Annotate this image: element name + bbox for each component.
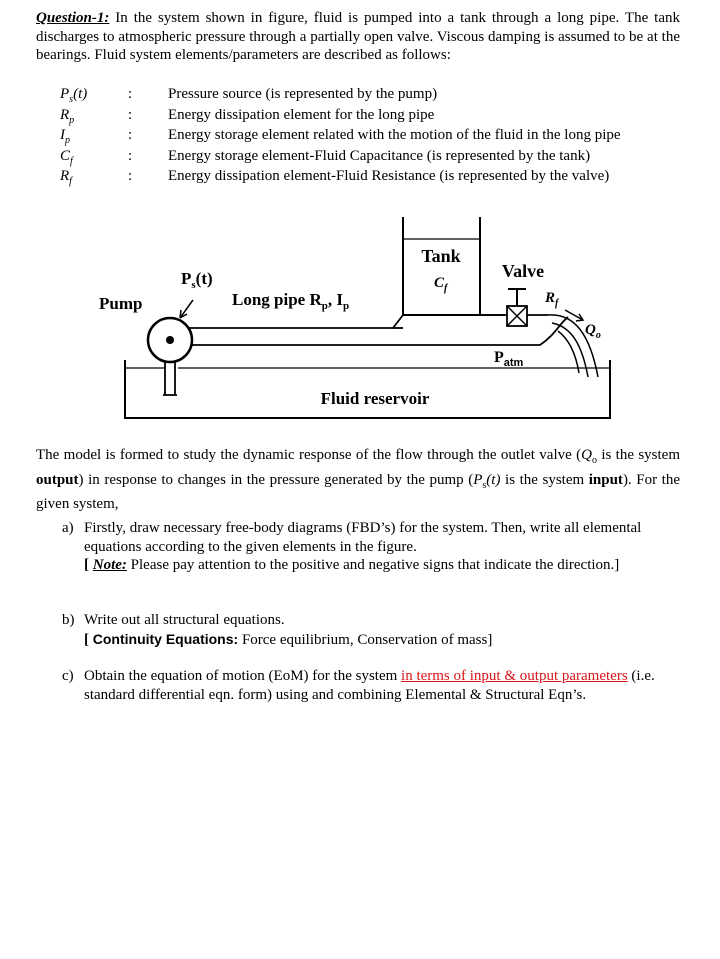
item-a-note: [ Note: Please pay attention to the positive and negative signs that indicate the direction.] xyxy=(84,557,620,573)
item-c-highlight: in terms of input & output parameters xyxy=(401,668,628,684)
outflow-label: $Q_o$ xyxy=(585,322,601,341)
system-figure xyxy=(0,205,720,430)
param-description: Pressure source (is represented by the pump) xyxy=(168,86,438,102)
param-symbol: $C_f$ xyxy=(60,147,73,167)
param-row xyxy=(60,166,700,187)
param-colon: : xyxy=(128,106,133,123)
question-text: In the system shown in figure, fluid is pumped into a tank through a long pipe. The tank discharges to atmospheric pressure through a partially open valve. Viscous damping is assumed to be at the bearings. Fluid system elements/parameters are described as follows: xyxy=(36,10,680,63)
param-colon: : xyxy=(128,147,133,164)
item-c-text: Obtain the equation of motion (EoM) for the system in terms of input & output parameters (i.e. standard differential eqn. form) using and combining Elemental & Structural Eqn’s. xyxy=(84,668,655,703)
param-symbol: $R_f$ xyxy=(60,168,72,187)
param-description: Energy dissipation element for the long pipe xyxy=(168,106,435,123)
tank-capacitance-label: $C_f$ xyxy=(434,275,448,294)
item-b-marker: b) xyxy=(62,612,75,628)
valve-stem xyxy=(508,289,526,306)
param-colon: : xyxy=(128,168,133,184)
param-colon: : xyxy=(128,127,133,143)
tank-outline xyxy=(403,217,480,315)
pressure-source-label: $P_s(t)$ xyxy=(181,269,213,291)
question-label: Question-1: xyxy=(36,10,110,26)
param-row xyxy=(60,84,700,105)
param-symbol: $R_p$ xyxy=(60,106,75,126)
item-a-text: Firstly, draw necessary free-body diagrams (FBD’s) for the system. Then, write all elemental equations according to the given elements in the figure. xyxy=(84,520,642,555)
item-b-text: Write out all structural equations. xyxy=(84,612,285,628)
tank-label: Tank xyxy=(421,246,461,266)
parameter-list xyxy=(60,84,700,187)
question-intro xyxy=(36,9,680,65)
item-c-marker: c) xyxy=(62,668,74,684)
pump-label: Pump xyxy=(99,294,143,313)
model-description: The model is formed to study the dynamic response of the flow through the outlet valve ($Q_o$ is the system output) in response to changes in the pressure generated by the pump ($P_s(t)$ is the system input). For the given system, xyxy=(36,447,680,512)
item-b-continuity: [ Continuity Equations: Force equilibrium, Conservation of mass] xyxy=(84,630,493,648)
valve-label: Valve xyxy=(501,261,545,281)
param-description: Energy dissipation element-Fluid Resistance (is represented by the valve) xyxy=(168,168,610,184)
param-colon: : xyxy=(128,86,133,102)
param-symbol: $I_p$ xyxy=(60,127,70,146)
long-pipe-label: Long pipe $R_p$, $I_p$ xyxy=(232,290,350,312)
valve-resistance-label: $R_f$ xyxy=(545,290,559,309)
param-row xyxy=(60,125,700,146)
pump-inlet xyxy=(163,362,177,395)
atmospheric-pressure-label: $P_{atm}$ xyxy=(494,349,524,369)
ps-pointer-arrow-icon xyxy=(180,300,193,318)
param-description: Energy storage element related with the motion of the fluid in the long pipe xyxy=(168,127,621,143)
param-row xyxy=(60,105,700,126)
param-symbol: $P_s(t)$ xyxy=(60,86,88,105)
pump-impeller xyxy=(166,336,174,344)
param-row xyxy=(60,146,700,167)
param-description: Energy storage element-Fluid Capacitance (is represented by the tank) xyxy=(168,147,591,164)
reservoir-label: Fluid reservoir xyxy=(320,389,430,408)
item-a-marker: a) xyxy=(62,520,74,536)
